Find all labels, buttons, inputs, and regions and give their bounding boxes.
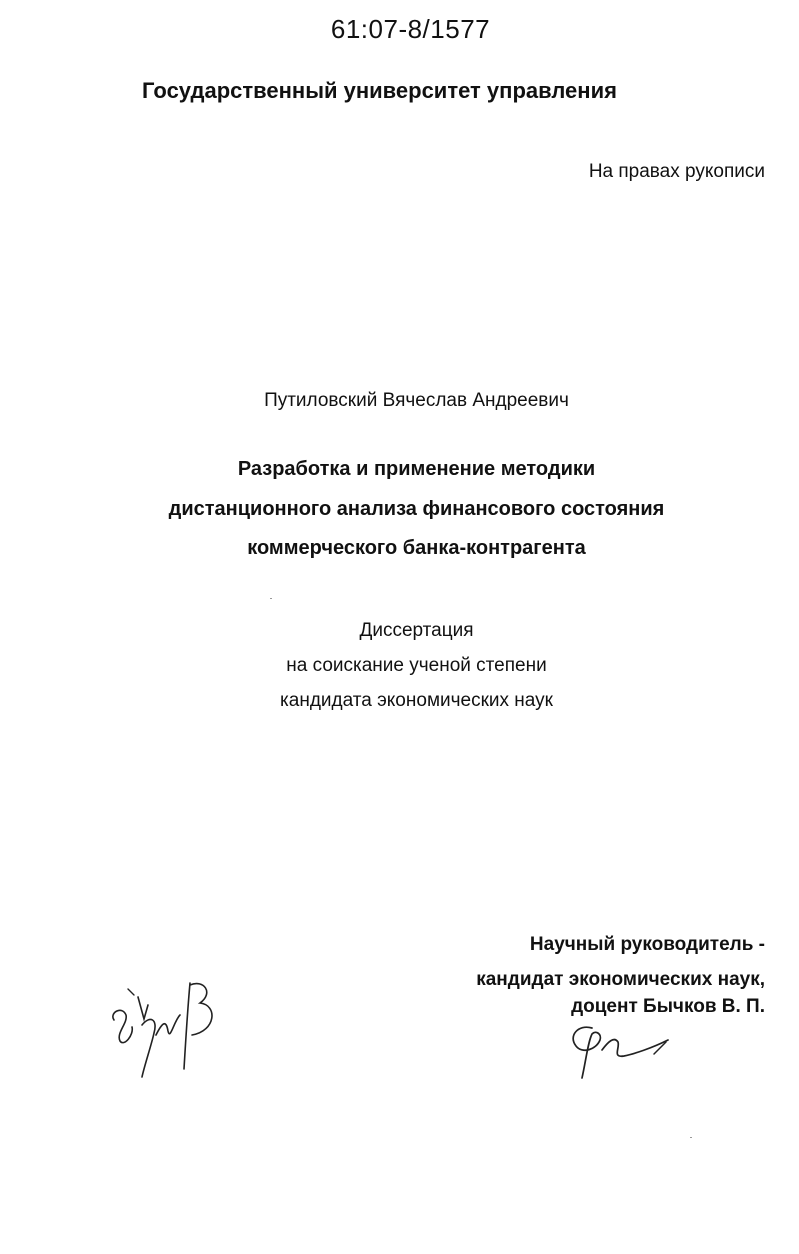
degree-line: на соискание ученой степени <box>286 655 547 676</box>
degree-line: кандидата экономических наук <box>280 690 553 711</box>
scan-speck <box>270 598 272 599</box>
rights-note: На правах рукописи <box>588 161 765 182</box>
catalog-number: 61:07-8/1577 <box>330 14 491 44</box>
supervisor-name: доцент Бычков В. П. <box>571 996 765 1017</box>
supervisor-title: Научный руководитель - <box>529 934 765 955</box>
thesis-title-line: коммерческого банка-контрагента <box>247 537 586 559</box>
supervisor-signature <box>562 1020 677 1085</box>
author-name: Путиловский Вячеслав Андреевич <box>264 390 569 411</box>
author-signature <box>104 975 224 1080</box>
thesis-title-line: дистанционного анализа финансового состояния <box>168 498 665 520</box>
thesis-title-line: Разработка и применение методики <box>237 458 596 480</box>
dissertation-label: Диссертация <box>359 620 474 641</box>
supervisor-degree: кандидат экономических наук, <box>476 969 765 990</box>
university-name: Государственный университет управления <box>142 78 617 103</box>
scan-speck <box>690 1137 692 1138</box>
